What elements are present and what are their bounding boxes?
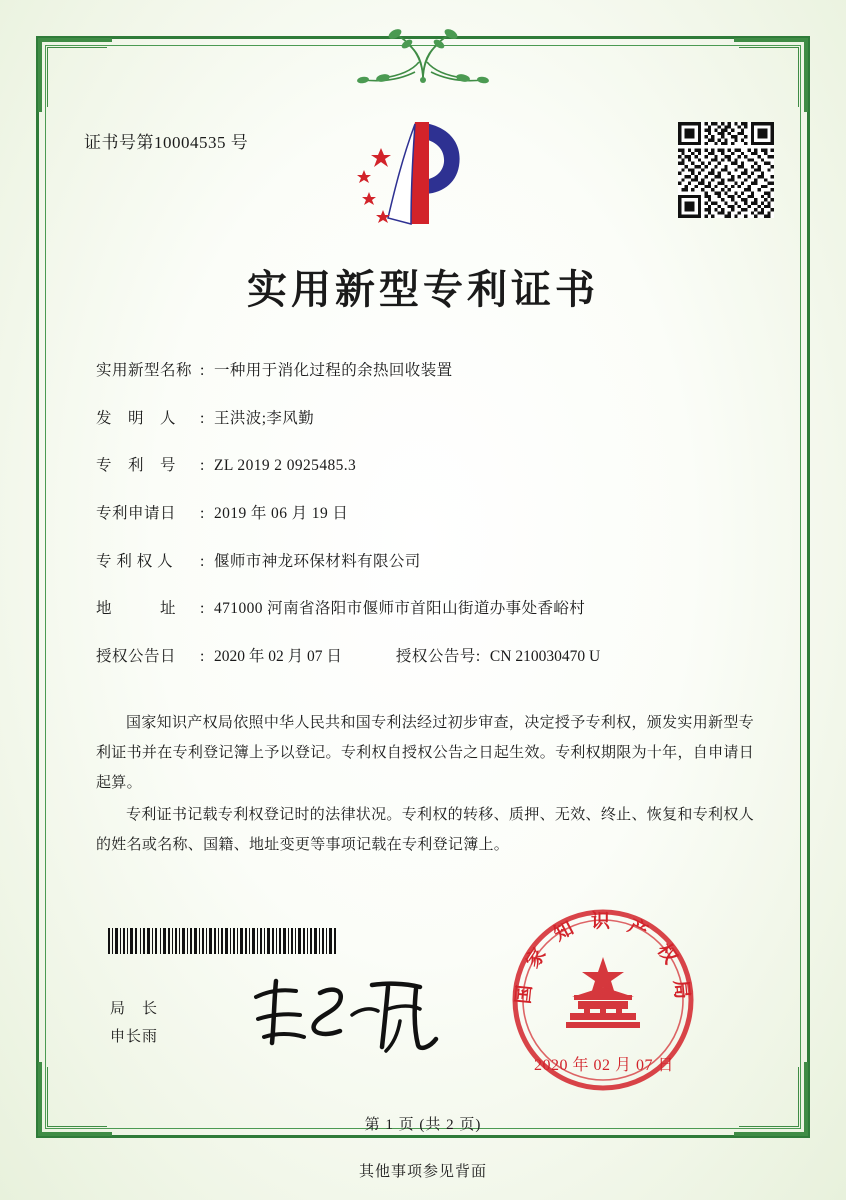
leaf-ornament-icon <box>323 28 523 86</box>
field-value-grant-number: CN 210030470 U <box>489 648 601 666</box>
field-value: 一种用于消化过程的余热回收装置 <box>214 362 453 379</box>
qr-code-icon <box>678 122 774 218</box>
director-block <box>110 995 158 1051</box>
field-colon: : <box>200 409 205 427</box>
field-row-patent-number <box>96 455 756 477</box>
field-row-application-date <box>96 503 756 525</box>
field-value: 王洪波;李风勤 <box>214 409 315 427</box>
field-value: 偃师市神龙环保材料有限公司 <box>214 552 421 570</box>
field-colon: : <box>200 648 205 666</box>
patent-field-list <box>96 360 756 694</box>
cnipa-logo-icon <box>355 118 475 228</box>
field-label: 发 明 人 <box>96 409 177 427</box>
field-colon: : <box>200 600 205 618</box>
field-label: 专 利 号 <box>96 457 177 475</box>
field-label: 实用新型名称 <box>96 362 193 379</box>
field-row-grant-announcement <box>96 646 756 668</box>
field-colon: : <box>200 505 205 523</box>
legal-paragraph-1: 国家知识产权局依照中华人民共和国专利法经过初步审查，决定授予专利权，颁发实用新型专利证书并在专利登记簿上予以登记。专利权自授权公告之日起生效。专利权期限为十年，自申请日起算。 <box>96 715 754 791</box>
back-page-note: 其他事项参见背面 <box>358 1164 487 1180</box>
handwritten-signature-icon <box>248 975 448 1055</box>
field-colon: : <box>200 552 205 570</box>
field-colon: : <box>475 648 481 666</box>
corner-ornament-top-right <box>734 38 808 112</box>
field-label-grant-date: 授权公告日 <box>96 648 177 666</box>
field-row-utility-model-name <box>96 360 756 382</box>
field-row-patentee <box>96 551 756 573</box>
certificate-number: 证书号第10004535 号 <box>84 133 249 152</box>
barcode-icon <box>108 928 336 954</box>
field-colon: : <box>200 362 205 379</box>
field-row-address <box>96 598 756 620</box>
field-label: 地 址 <box>96 600 177 618</box>
field-value: 2019 年 06 月 19 日 <box>214 505 349 523</box>
field-value: ZL 2019 2 0925485.3 <box>214 457 357 475</box>
field-label: 专 利 权 人 <box>96 552 174 570</box>
field-label-grant-number: 授权公告号 <box>395 648 476 666</box>
seal-date: 2020 年 02 月 07 日 <box>534 1057 675 1074</box>
director-name: 申长雨 <box>110 1029 159 1045</box>
field-row-inventor <box>96 408 756 430</box>
page-title: 实用新型专利证书 <box>247 266 599 313</box>
page-number-footer: 第 1 页 (共 2 页) <box>364 1117 482 1133</box>
field-value-grant-date: 2020 年 02 月 07 日 <box>214 648 342 666</box>
legal-paragraph-2: 专利证书记载专利权登记时的法律状况。专利权的转移、质押、无效、终止、恢复和专利权人的姓名或名称、国籍、地址变更等事项记载在专利登记簿上。 <box>96 807 754 853</box>
corner-ornament-top-left <box>38 38 112 112</box>
svg-text:国 家 知 识 产 权 局: 国 家 知 识 产 权 局 <box>512 910 694 1006</box>
field-colon: : <box>200 457 205 475</box>
field-label: 专利申请日 <box>96 505 177 523</box>
legal-text-block <box>96 708 754 862</box>
director-label: 局 长 <box>110 1001 159 1017</box>
field-value: 471000 河南省洛阳市偃师市首阳山街道办事处香峪村 <box>214 600 586 618</box>
